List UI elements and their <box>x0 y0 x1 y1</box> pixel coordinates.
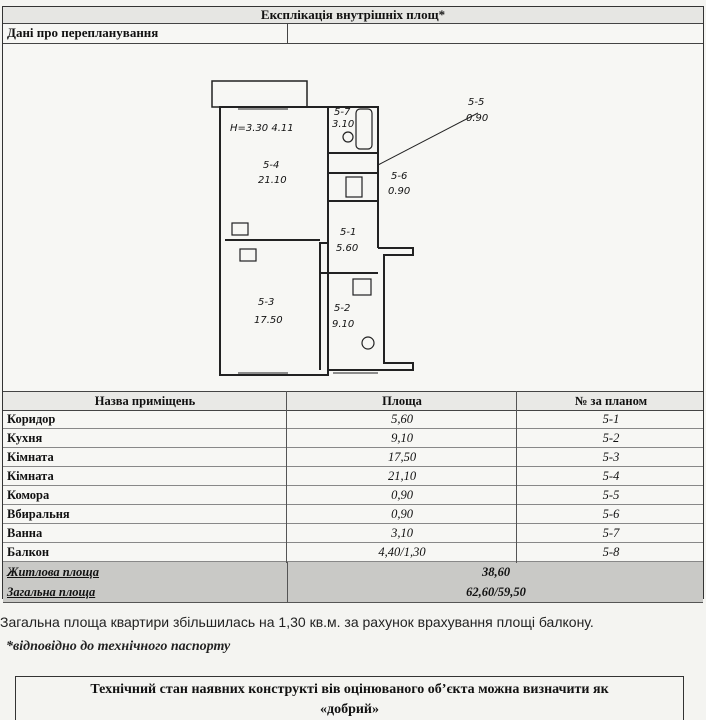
plan-label-5-1: 5-1 <box>340 227 357 238</box>
plan-area-5-4: 21.10 <box>258 175 287 186</box>
plan-area-5-1: 5.60 <box>336 243 359 254</box>
table-row: Ванна 3,10 5-7 <box>3 524 703 543</box>
plan-area-5-5: 0.90 <box>466 113 489 124</box>
condition-line-1: Технічний стан наявних конструкті вів оцінюваного об’єкта можна визначити як <box>90 682 609 697</box>
header-plan-no: № за планом <box>574 394 648 408</box>
total-area-row: Загальна площа 62,60/59,50 <box>3 582 703 603</box>
footnote: *відповідно до технічного паспорту <box>6 639 231 654</box>
plan-label-height: H=3.30 4.11 <box>230 123 294 134</box>
technical-condition-box <box>15 676 684 720</box>
table-row: Комора 0,90 5-5 <box>3 486 703 505</box>
plan-label-5-3: 5-3 <box>258 297 275 308</box>
condition-line-2: «добрий» <box>319 702 379 717</box>
table-row: Коридор 5,60 5-1 <box>3 410 703 429</box>
area-increase-note: Загальна площа квартири збільшилась на 1,30 кв.м. за рахунок врахування площі балкону. <box>0 614 594 630</box>
plan-label-5-7: 5-7 <box>334 107 351 118</box>
floor-plan <box>208 73 489 387</box>
rooms-table-header <box>3 391 703 411</box>
living-area-row: Житлова площа 38,60 <box>3 562 703 583</box>
header-area: Площа <box>382 394 422 408</box>
plan-area-5-3: 17.50 <box>254 315 283 326</box>
plan-label-5-6: 5-6 <box>391 171 408 182</box>
plan-label-5-5: 5-5 <box>468 97 485 108</box>
plan-area-5-2: 9.10 <box>332 319 355 330</box>
table-row: Кімната 21,10 5-4 <box>3 467 703 486</box>
plan-label-5-2: 5-2 <box>334 303 351 314</box>
table-row: Кімната 17,50 5-3 <box>3 448 703 467</box>
table-row: Кухня 9,10 5-2 <box>3 429 703 448</box>
plan-area-5-7: 3.10 <box>332 119 355 130</box>
table-row: Балкон 4,40/1,30 5-8 <box>3 543 703 562</box>
plan-area-5-6: 0.90 <box>388 186 411 197</box>
table-title: Експлікація внутрішніх площ* <box>3 7 703 24</box>
header-name: Назва приміщень <box>94 394 196 408</box>
plan-label-5-4: 5-4 <box>263 160 280 171</box>
table-row: Вбиральня 0,90 5-6 <box>3 505 703 524</box>
explication-table <box>2 6 704 599</box>
replanning-row <box>3 24 703 44</box>
replanning-label: Дані про перепланування <box>7 25 159 40</box>
